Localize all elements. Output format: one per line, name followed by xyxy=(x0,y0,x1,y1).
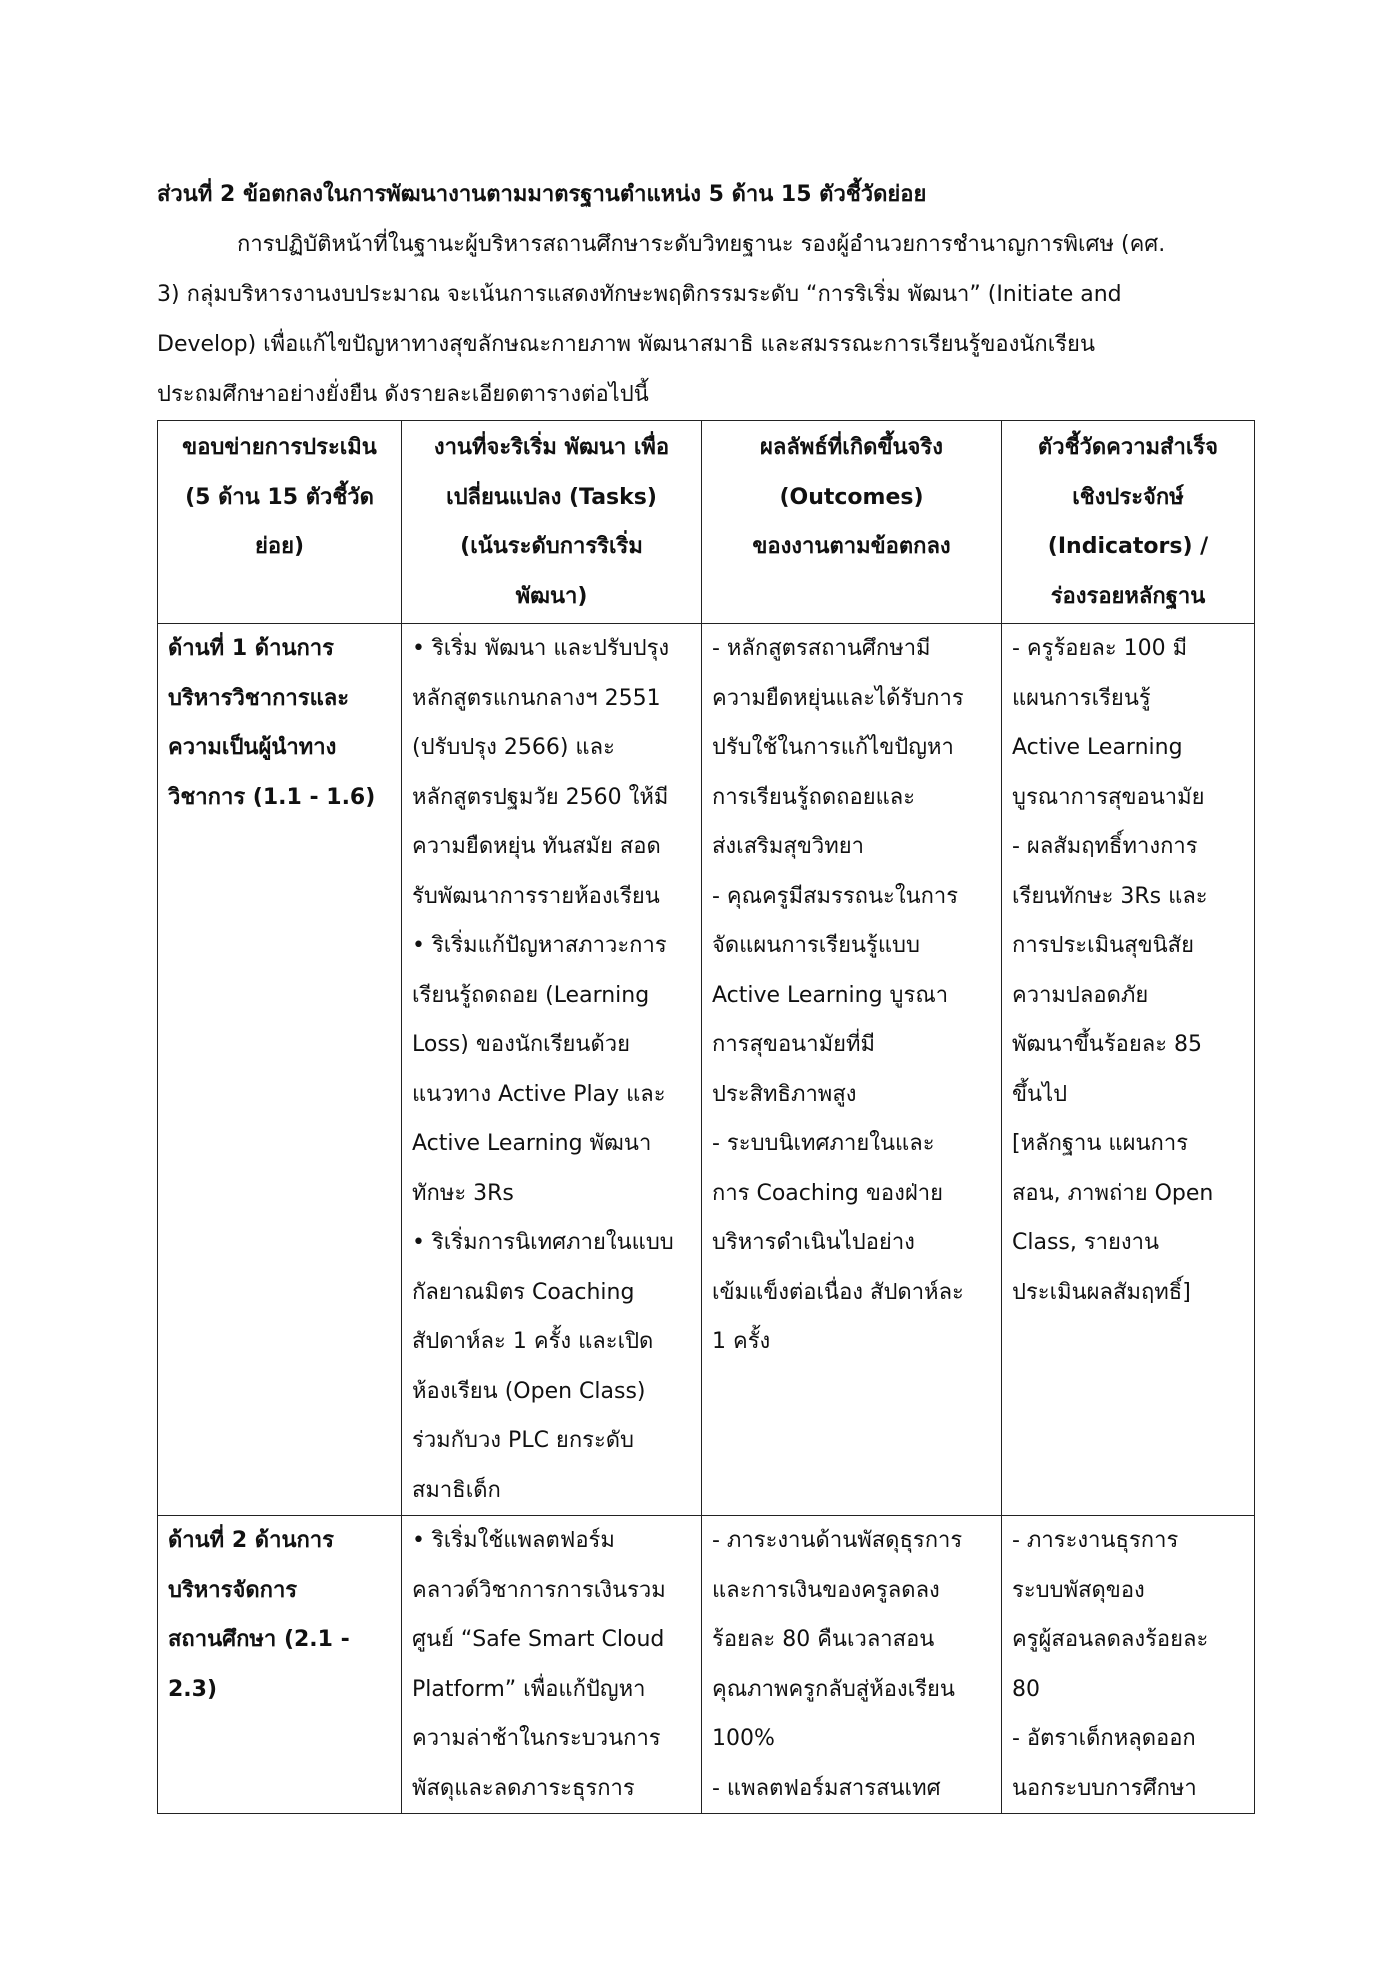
cell-line: • ริเริ่มแก้ปัญหาสภาวะการ xyxy=(412,933,667,958)
cell-line: (Indicators) / xyxy=(1047,534,1209,559)
cell-line: Active Learning xyxy=(1012,735,1183,760)
cell-area xyxy=(158,1516,402,1814)
cell-indicators xyxy=(1002,624,1255,1516)
cell-line: 1 ครั้ง xyxy=(712,1329,771,1354)
intro-paragraph xyxy=(157,220,1252,420)
cell-line: - หลักสูตรสถานศึกษามี xyxy=(712,636,931,661)
intro-line: การปฏิบัติหน้าที่ในฐานะผู้บริหารสถานศึกษาระดับวิทยฐานะ รองผู้อำนวยการชำนาญการพิเศษ (คศ. xyxy=(237,232,1166,257)
cell-line: การประเมินสุขนิสัย xyxy=(1012,933,1194,958)
section-title: ส่วนที่ 2 ข้อตกลงในการพัฒนางานตามมาตรฐานตำแหน่ง 5 ด้าน 15 ตัวชี้วัดย่อย xyxy=(157,182,927,207)
cell-line: ร้อยละ 80 คืนเวลาสอน xyxy=(712,1627,935,1652)
cell-line: บริหารดำเนินไปอย่าง xyxy=(712,1230,915,1255)
cell-line: ขอบข่ายการประเมิน xyxy=(182,435,377,460)
cell-line: บูรณาการสุขอนามัย xyxy=(1012,784,1205,810)
cell-line: - แพลตฟอร์มสารสนเทศ xyxy=(712,1775,941,1801)
cell-line: - ภาระงานธุรการ xyxy=(1012,1528,1179,1553)
cell-line: เชิงประจักษ์ xyxy=(1072,484,1184,510)
header-indicators xyxy=(1002,421,1255,624)
cell-line: Loss) ของนักเรียนด้วย xyxy=(412,1032,630,1057)
cell-line: • ริเริ่มการนิเทศภายในแบบ xyxy=(412,1230,674,1255)
cell-line: ความยืดหยุ่นและได้รับการ xyxy=(712,685,964,711)
cell-line: กัลยาณมิตร Coaching xyxy=(412,1279,635,1305)
cell-line: คุณภาพครูกลับสู่ห้องเรียน xyxy=(712,1676,955,1702)
cell-tasks xyxy=(402,624,702,1516)
cell-line: ความล่าช้าในกระบวนการ xyxy=(412,1726,661,1751)
cell-line: ส่งเสริมสุขวิทยา xyxy=(712,834,865,859)
cell-line: ความยืดหยุ่น ทันสมัย สอด xyxy=(412,834,661,859)
cell-line: ขึ้นไป xyxy=(1012,1081,1068,1107)
cell-line: (5 ด้าน 15 ตัวชี้วัด xyxy=(185,484,374,510)
cell-indicators xyxy=(1002,1516,1255,1814)
cell-line: ร่องรอยหลักฐาน xyxy=(1050,583,1206,609)
cell-line: เรียนทักษะ 3Rs และ xyxy=(1012,883,1208,909)
cell-line: บริหารจัดการ xyxy=(168,1577,298,1603)
cell-line: แนวทาง Active Play และ xyxy=(412,1081,666,1107)
cell-line: ประเมินผลสัมฤทธิ์] xyxy=(1012,1279,1191,1305)
cell-line: Active Learning พัฒนา xyxy=(412,1131,652,1156)
cell-line: ด้านที่ 1 ด้านการ xyxy=(168,636,334,661)
cell-line: ตัวชี้วัดความสำเร็จ xyxy=(1037,435,1219,460)
cell-line: Platform” เพื่อแก้ปัญหา xyxy=(412,1676,646,1702)
cell-line: ประสิทธิภาพสูง xyxy=(712,1081,857,1107)
cell-line: จัดแผนการเรียนรู้แบบ xyxy=(712,933,920,958)
cell-area xyxy=(158,624,402,1516)
intro-line: ประถมศึกษาอย่างยั่งยืน ดังรายละเอียดตารางต่อไปนี้ xyxy=(157,382,649,407)
cell-line: - อัตราเด็กหลุดออก xyxy=(1012,1726,1196,1751)
cell-tasks xyxy=(402,1516,702,1814)
cell-line: การสุขอนามัยที่มี xyxy=(712,1032,875,1057)
cell-line: 100% xyxy=(712,1726,775,1751)
cell-line: หลักสูตรปฐมวัย 2560 ให้มี xyxy=(412,784,669,810)
cell-line: Active Learning บูรณา xyxy=(712,982,949,1008)
agreement-table xyxy=(157,420,1255,1814)
cell-line: เปลี่ยนแปลง (Tasks) xyxy=(446,484,657,510)
cell-line: • ริเริ่ม พัฒนา และปรับปรุง xyxy=(412,636,670,661)
cell-line: ร่วมกับวง PLC ยกระดับ xyxy=(412,1428,635,1453)
cell-line: สัปดาห์ละ 1 ครั้ง และเปิด xyxy=(412,1329,654,1354)
cell-line: ครูผู้สอนลดลงร้อยละ xyxy=(1012,1627,1209,1652)
cell-line: ห้องเรียน (Open Class) xyxy=(412,1378,646,1404)
cell-line: นอกระบบการศึกษา xyxy=(1012,1775,1197,1801)
cell-line: ความเป็นผู้นำทาง xyxy=(168,735,337,760)
cell-line: ปรับใช้ในการแก้ไขปัญหา xyxy=(712,735,954,760)
cell-outcomes xyxy=(702,624,1002,1516)
cell-line: พัสดุและลดภาระธุรการ xyxy=(412,1775,635,1801)
cell-outcomes xyxy=(702,1516,1002,1814)
cell-line: ความปลอดภัย xyxy=(1012,982,1149,1008)
cell-line: ด้านที่ 2 ด้านการ xyxy=(168,1528,334,1553)
cell-line: ทักษะ 3Rs xyxy=(412,1180,514,1206)
cell-line: สมาธิเด็ก xyxy=(412,1477,501,1503)
cell-line: บริหารวิชาการและ xyxy=(168,685,350,711)
cell-line: (Outcomes) xyxy=(779,484,924,510)
cell-line: เข้มแข็งต่อเนื่อง สัปดาห์ละ xyxy=(712,1279,964,1305)
document-page xyxy=(157,170,1252,1814)
cell-line: ย่อย) xyxy=(254,534,305,559)
cell-line: สอน, ภาพถ่าย Open xyxy=(1012,1180,1214,1206)
cell-line: 80 xyxy=(1012,1676,1040,1702)
cell-line: (ปรับปรุง 2566) และ xyxy=(412,735,615,760)
cell-line: - ภาระงานด้านพัสดุธุรการ xyxy=(712,1528,963,1553)
cell-line: Class, รายงาน xyxy=(1012,1230,1160,1255)
cell-line: การ Coaching ของฝ่าย xyxy=(712,1180,943,1206)
cell-line: • ริเริ่มใช้แพลตฟอร์ม xyxy=(412,1528,615,1553)
cell-line: ผลลัพธ์ที่เกิดขึ้นจริง xyxy=(760,435,943,460)
table-row xyxy=(158,624,1255,1516)
cell-line: งานที่จะริเริ่ม พัฒนา เพื่อ xyxy=(433,435,670,460)
intro-line: Develop) เพื่อแก้ไขปัญหาทางสุขลักษณะกายภาพ พัฒนาสมาธิ และสมรรณะการเรียนรู้ของนักเรียน xyxy=(157,332,1095,357)
cell-line: - ผลสัมฤทธิ์ทางการ xyxy=(1012,834,1198,859)
cell-line: 2.3) xyxy=(168,1676,218,1702)
cell-line: การเรียนรู้ถดถอยและ xyxy=(712,784,916,810)
header-outcomes xyxy=(702,421,1002,624)
cell-line: แผนการเรียนรู้ xyxy=(1012,685,1151,711)
cell-line: [หลักฐาน แผนการ xyxy=(1012,1131,1189,1156)
cell-line: พัฒนา) xyxy=(515,583,588,609)
cell-line: สถานศึกษา (2.1 - xyxy=(168,1627,350,1652)
cell-line: รับพัฒนาการรายห้องเรียน xyxy=(412,883,660,909)
header-scope xyxy=(158,421,402,624)
cell-line: - ระบบนิเทศภายในและ xyxy=(712,1131,935,1156)
cell-line: พัฒนาขึ้นร้อยละ 85 xyxy=(1012,1032,1203,1057)
cell-line: คลาวด์วิชาการการเงินรวม xyxy=(412,1577,666,1603)
cell-line: วิชาการ (1.1 - 1.6) xyxy=(168,784,376,810)
cell-line: (เน้นระดับการริเริ่ม xyxy=(460,534,643,559)
intro-line: 3) กลุ่มบริหารงานงบประมาณ จะเน้นการแสดงทักษะพฤติกรรมระดับ “การริเริ่ม พัฒนา” (Initiate and xyxy=(157,282,1122,307)
table-header-row xyxy=(158,421,1255,624)
cell-line: หลักสูตรแกนกลางฯ 2551 xyxy=(412,685,661,711)
cell-line: ระบบพัสดุของ xyxy=(1012,1577,1145,1603)
cell-line: และการเงินของครูลดลง xyxy=(712,1577,940,1603)
cell-line: ศูนย์ “Safe Smart Cloud xyxy=(412,1627,665,1652)
cell-line: - คุณครูมีสมรรถนะในการ xyxy=(712,883,959,909)
cell-line: ของงานตามข้อตกลง xyxy=(752,534,951,559)
header-tasks xyxy=(402,421,702,624)
table-row xyxy=(158,1516,1255,1814)
cell-line: เรียนรู้ถดถอย (Learning xyxy=(412,982,650,1008)
cell-line: - ครูร้อยละ 100 มี xyxy=(1012,636,1188,661)
